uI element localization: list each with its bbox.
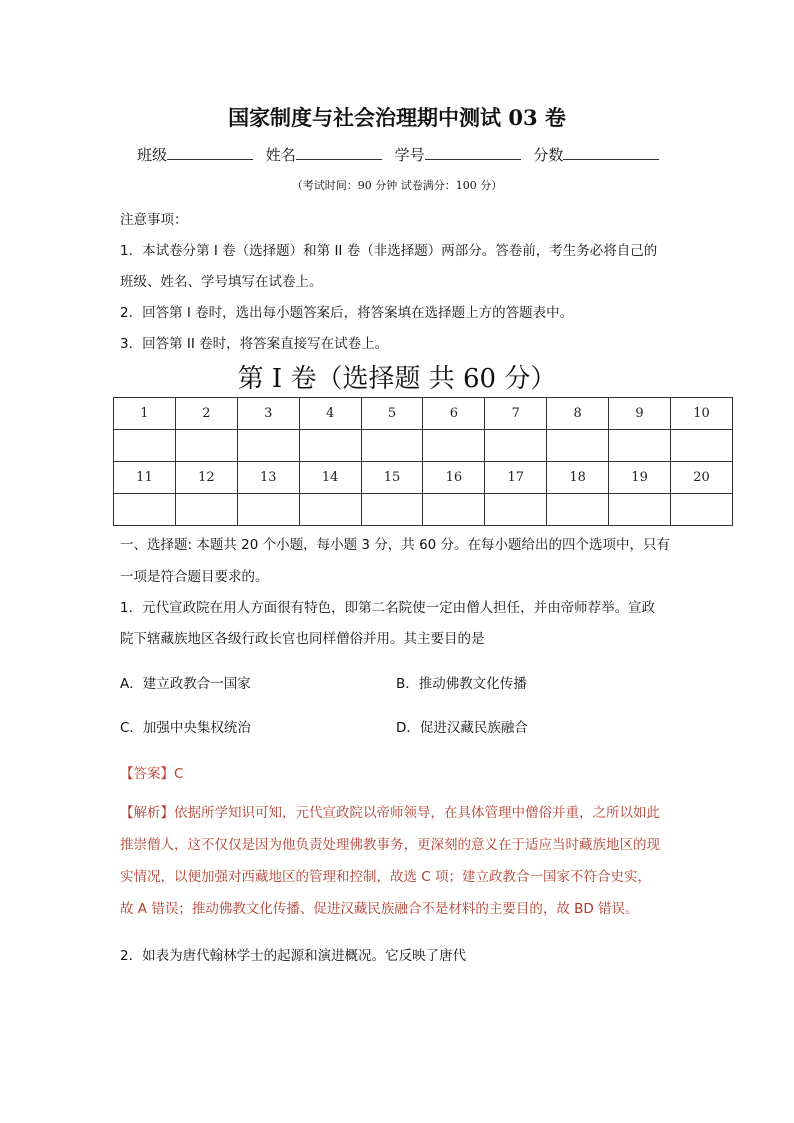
- class-field[interactable]: [137, 144, 253, 165]
- answer-cell[interactable]: [671, 494, 733, 526]
- option-c[interactable]: C．加强中央集权统治: [120, 720, 251, 736]
- answer-cell[interactable]: [361, 494, 423, 526]
- question-number-cell: 11: [114, 462, 176, 494]
- note-item: 1．本试卷分第 I 卷（选择题）和第 II 卷（非选择题）两部分。答卷前，考生务必将自己的: [120, 243, 658, 259]
- answer-cell[interactable]: [114, 430, 176, 462]
- answer-cell[interactable]: [361, 430, 423, 462]
- answer-grid-answer-row: [114, 430, 733, 462]
- option-d[interactable]: D．促进汉藏民族融合: [396, 720, 528, 736]
- answer-line: [120, 762, 183, 782]
- answer-grid-number-row: [114, 462, 733, 494]
- answer-cell[interactable]: [609, 494, 671, 526]
- score-label: 分数: [533, 146, 564, 164]
- analysis-line: [120, 797, 680, 829]
- page-title: 国家制度与社会治理期中测试 03 卷: [228, 105, 566, 130]
- instructions-line: 一、选择题: 本题共 20 个小题，每小题 3 分，共 60 分。在每小题给出的四个选项中，只有: [120, 537, 671, 553]
- name-blank[interactable]: [296, 145, 382, 160]
- analysis-line: 推崇僧人，这不仅仅是因为他负责处理佛教事务，更深刻的意义在于适应当时藏族地区的现: [120, 837, 660, 853]
- score-field[interactable]: [533, 144, 659, 165]
- question-number-cell: 14: [299, 462, 361, 494]
- score-blank[interactable]: [563, 145, 659, 160]
- instructions-line: 一项是符合题目要求的。: [120, 569, 269, 585]
- answer-cell[interactable]: [237, 494, 299, 526]
- exam-info: （考试时间：90 分钟 试卷满分：100 分）: [291, 179, 503, 192]
- note-item: 班级、姓名、学号填写在试卷上。: [120, 274, 323, 290]
- answer-value: C: [174, 766, 184, 782]
- student-info-fields: [137, 144, 667, 165]
- answer-cell[interactable]: [547, 494, 609, 526]
- student-id-label: 学号: [394, 146, 425, 164]
- answer-cell[interactable]: [175, 430, 237, 462]
- student-id-field[interactable]: [395, 144, 521, 165]
- analysis-line: 故 A 错误；推动佛教文化传播、促进汉藏民族融合不是材料的主要目的，故 BD 错误。: [120, 901, 639, 917]
- name-label: 姓名: [265, 146, 296, 164]
- answer-cell[interactable]: [114, 494, 176, 526]
- question-number-cell: 9: [609, 398, 671, 430]
- question-number-cell: 17: [485, 462, 547, 494]
- question-1-stem: 院下辖藏族地区各级行政长官也同样僧俗并用。其主要目的是: [120, 631, 485, 647]
- answer-grid: [113, 397, 733, 526]
- question-2-stem: 2．如表为唐代翰林学士的起源和演进概况。它反映了唐代: [120, 948, 467, 964]
- question-number-cell: 13: [237, 462, 299, 494]
- answer-label: 【答案】: [120, 766, 174, 782]
- question-number-cell: 6: [423, 398, 485, 430]
- question-number-cell: 4: [299, 398, 361, 430]
- answer-cell[interactable]: [485, 494, 547, 526]
- analysis-label: 【解析】: [120, 805, 174, 821]
- notes-heading: 注意事项：: [120, 212, 188, 228]
- note-item: 3．回答第 II 卷时，将答案直接写在试卷上。: [120, 336, 389, 352]
- question-number-cell: 18: [547, 462, 609, 494]
- analysis-line: 实情况，以便加强对西藏地区的管理和控制，故选 C 项；建立政教合一国家不符合史实，: [120, 869, 652, 885]
- question-number-cell: 7: [485, 398, 547, 430]
- question-number-cell: 3: [237, 398, 299, 430]
- question-number-cell: 12: [175, 462, 237, 494]
- question-number-cell: 15: [361, 462, 423, 494]
- name-field[interactable]: [266, 144, 382, 165]
- analysis-text: 依据所学知识可知，元代宣政院以帝师领导，在具体管理中僧俗并重，之所以如此: [174, 805, 660, 821]
- answer-cell[interactable]: [547, 430, 609, 462]
- question-number-cell: 1: [114, 398, 176, 430]
- answer-cell[interactable]: [299, 494, 361, 526]
- answer-cell[interactable]: [299, 430, 361, 462]
- analysis-block: [120, 797, 680, 925]
- question-number-cell: 19: [609, 462, 671, 494]
- question-number-cell: 8: [547, 398, 609, 430]
- question-1-stem: 1．元代宣政院在用人方面很有特色，即第二名院使一定由僧人担任，并由帝师荐举。宣政: [120, 600, 656, 616]
- option-b[interactable]: B．推动佛教文化传播: [396, 676, 527, 692]
- question-number-cell: 5: [361, 398, 423, 430]
- note-item: 2．回答第 I 卷时，选出每小题答案后，将答案填在选择题上方的答题表中。: [120, 305, 574, 321]
- answer-cell[interactable]: [423, 494, 485, 526]
- section-title: 第 I 卷（选择题 共 60 分）: [237, 364, 557, 394]
- answer-grid-number-row: [114, 398, 733, 430]
- answer-grid-answer-row: [114, 494, 733, 526]
- question-number-cell: 10: [671, 398, 733, 430]
- question-number-cell: 20: [671, 462, 733, 494]
- answer-cell[interactable]: [237, 430, 299, 462]
- answer-cell[interactable]: [423, 430, 485, 462]
- answer-cell[interactable]: [485, 430, 547, 462]
- answer-cell[interactable]: [609, 430, 671, 462]
- class-label: 班级: [137, 146, 168, 164]
- class-blank[interactable]: [167, 145, 253, 160]
- answer-cell[interactable]: [671, 430, 733, 462]
- question-number-cell: 2: [175, 398, 237, 430]
- answer-cell[interactable]: [175, 494, 237, 526]
- student-id-blank[interactable]: [425, 145, 521, 160]
- option-a[interactable]: A．建立政教合一国家: [120, 676, 251, 692]
- question-number-cell: 16: [423, 462, 485, 494]
